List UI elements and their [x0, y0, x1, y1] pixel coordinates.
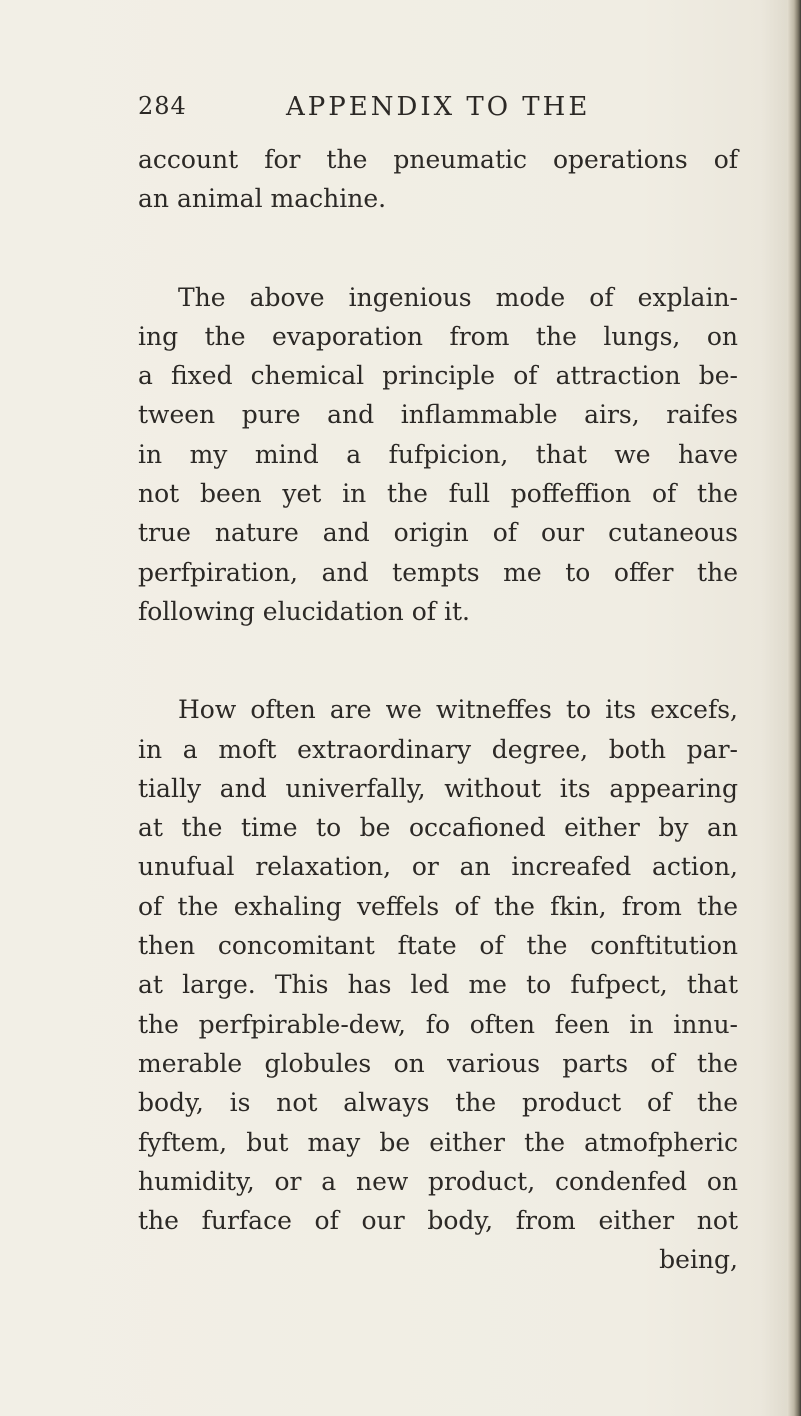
- page-number: 284: [138, 92, 187, 120]
- text-line: an animal machine.: [138, 184, 387, 214]
- text-line: tially and univerfally, without its appearing: [138, 773, 738, 803]
- text-line: of the exhaling veffels of the fkin, from the: [138, 891, 738, 921]
- page-binding-edge: [787, 0, 801, 1416]
- catchword: being,: [659, 1245, 738, 1275]
- paragraph-1: [138, 140, 738, 219]
- text-line: the furface of our body, from either not: [138, 1206, 738, 1236]
- text-line: following elucidation of it.: [138, 596, 470, 626]
- text-line: ing the evaporation from the lungs, on: [138, 321, 738, 351]
- text-line: a fixed chemical principle of attraction be-: [138, 361, 738, 391]
- text-line: the perfpirable-dew, fo often feen in innu-: [138, 1009, 738, 1039]
- body-text: [138, 140, 738, 1280]
- text-line: perfpiration, and tempts me to offer the: [138, 557, 738, 587]
- text-line: account for the pneumatic operations of: [138, 145, 738, 174]
- text-line: true nature and origin of our cutaneous: [138, 518, 738, 548]
- paragraph-2: [138, 278, 738, 632]
- text-line: merable globules on various parts of the: [138, 1048, 738, 1078]
- text-line: humidity, or a new product, condenfed on: [138, 1166, 738, 1196]
- text-line: in my mind a fufpicion, that we have: [138, 439, 738, 469]
- text-line: fyftem, but may be either the atmofpheric: [138, 1127, 738, 1157]
- text-line: then concomitant ftate of the conftitution: [138, 931, 738, 961]
- paragraph-gap: [138, 631, 738, 690]
- paragraph-gap: [138, 219, 738, 278]
- text-line: The above ingenious mode of explain-: [178, 282, 738, 312]
- text-line: at the time to be occafioned either by an: [138, 813, 738, 843]
- text-line: How often are we witneffes to its excefs,: [178, 695, 738, 725]
- text-line: in a moft extraordinary degree, both par-: [138, 734, 738, 764]
- text-line: tween pure and inflammable airs, raifes: [138, 400, 738, 430]
- text-line: at large. This has led me to fufpect, that: [138, 970, 738, 1000]
- running-head: APPENDIX TO THE: [286, 92, 591, 122]
- text-line: not been yet in the full poffeffion of the: [138, 479, 738, 509]
- paragraph-3: [138, 690, 738, 1240]
- page-header: [138, 92, 738, 132]
- text-line: unufual relaxation, or an increafed action,: [138, 852, 738, 882]
- text-line: body, is not always the product of the: [138, 1088, 738, 1118]
